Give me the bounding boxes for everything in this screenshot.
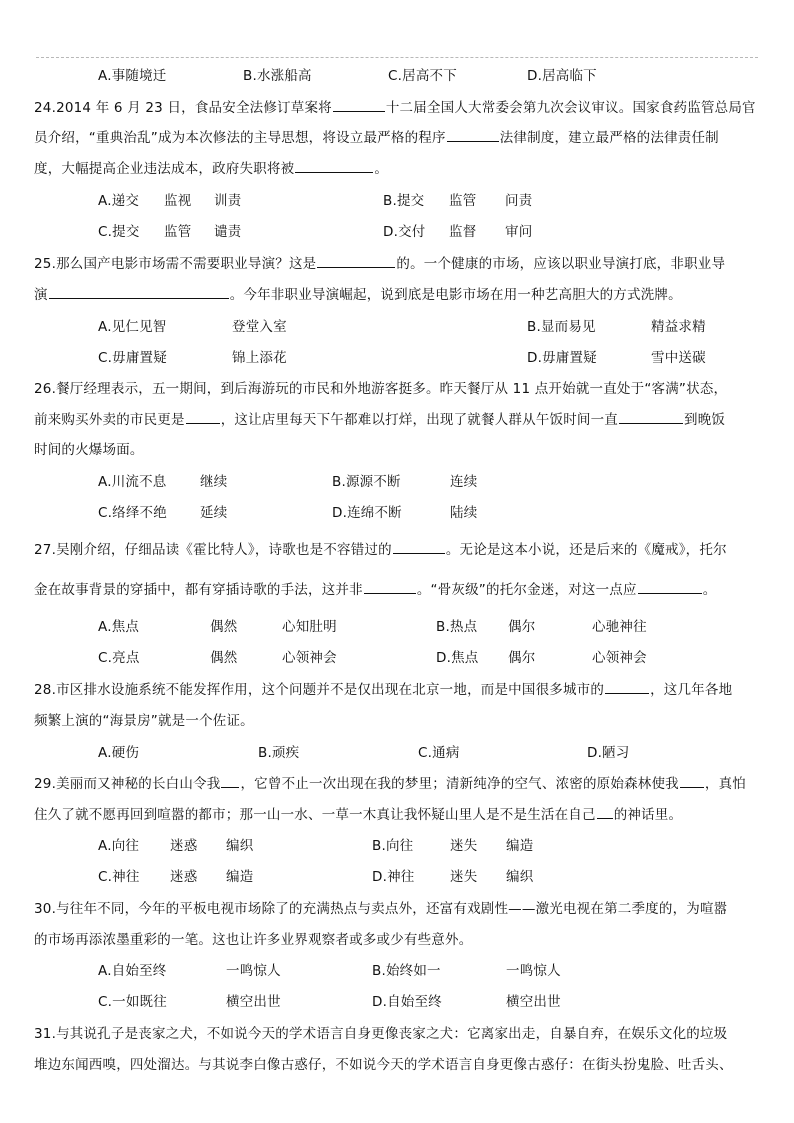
q29-blank-2 [680, 775, 704, 788]
q25-stem-line-2 [34, 283, 682, 303]
q27-option-b[interactable] [436, 615, 647, 635]
q24-b-word-1: B.提交 [383, 193, 425, 209]
q29-text: 住久了就不愿再回到喧嚣的都市；那一山一水、一草一木真让我怀疑山里人是不是生活在自己 [34, 807, 596, 823]
q29-blank-1 [221, 775, 239, 788]
q26-option-c[interactable] [98, 501, 227, 521]
q31-stem-line-1: 31.与其说孔子是丧家之犬，不如说今天的学术语言自身更像丧家之犬：它离家出走，自暴自弃，在娱乐文化的垃圾 [34, 1026, 728, 1042]
q26-b-word-2: 连续 [450, 474, 478, 490]
q27-a-word-1: A.焦点 [98, 619, 140, 635]
q26-a-word-1: A.川流不息 [98, 474, 167, 490]
q24-text: 法律制度，建立最严格的法律责任制 [499, 130, 719, 146]
q28-stem-line-2: 频繁上演的“海景房”就是一个佐证。 [34, 713, 254, 729]
q30-b-word-1: B.始终如一 [372, 963, 441, 979]
q30-stem-line-2: 的市场再添浓墨重彩的一笔。这也让许多业界观察者或多或少有些意外。 [34, 932, 473, 948]
q27-b-word-1: B.热点 [436, 619, 478, 635]
q29-d-word-3: 编织 [506, 869, 534, 885]
q29-option-b[interactable] [372, 834, 533, 854]
q30-a-word-1: A.自始至终 [98, 963, 167, 979]
q27-d-word-2: 偶尔 [508, 650, 536, 666]
q30-option-d[interactable] [372, 990, 561, 1010]
q28-option-d[interactable]: D.陋习 [587, 745, 630, 761]
q27-a-word-3: 心知肚明 [282, 619, 337, 635]
q26-option-d[interactable] [332, 501, 477, 521]
q27-text: 。 [702, 582, 717, 598]
q23-option-d[interactable]: D.居高临下 [527, 68, 597, 84]
q27-blank-3 [638, 581, 702, 594]
q24-text: 员介绍，“重典治乱”成为本次修法的主导思想，将设立最严格的程序 [34, 130, 446, 146]
q25-c-word-2: 锦上添花 [232, 350, 287, 366]
q29-c-word-2: 迷惑 [170, 869, 198, 885]
q27-b-word-3: 心驰神往 [592, 619, 647, 635]
q24-stem-line-1 [34, 96, 756, 116]
q24-a-word-3: 训责 [214, 193, 242, 209]
q27-blank-1 [393, 541, 445, 554]
q25-d-word-2: 雪中送碳 [651, 350, 706, 366]
q24-text: 。 [374, 161, 389, 177]
q26-text: ，这让店里每天下午都难以打烊，出现了就餐人群从午饭时间一直 [220, 412, 619, 428]
q24-d-word-1: D.交付 [383, 224, 426, 240]
q24-option-c[interactable] [98, 220, 241, 240]
q29-a-word-1: A.向往 [98, 838, 140, 854]
q25-b-word-2: 精益求精 [651, 319, 706, 335]
q25-text: 。今年非职业导演崛起，说到底是电影市场在用一种艺高胆大的方式洗牌。 [229, 287, 682, 303]
q24-c-word-2: 监管 [164, 224, 192, 240]
q23-option-c[interactable]: C.居高不下 [388, 68, 457, 84]
q27-text: 。无论是这本小说，还是后来的《魔戒》，托尔 [445, 542, 727, 558]
q27-blank-2 [364, 581, 416, 594]
q26-stem-line-1: 26.餐厅经理表示，五一期间，到后海游玩的市民和外地游客挺多。昨天餐厅从 11 点开始就一直处于“客满”状态， [34, 381, 728, 397]
q25-d-word-1: D.毋庸置疑 [527, 350, 597, 366]
q29-c-word-3: 编造 [226, 869, 254, 885]
q29-text: ，真怕 [704, 776, 746, 792]
q26-option-a[interactable] [98, 470, 227, 490]
q26-stem-line-2 [34, 408, 725, 428]
q24-blank-2 [447, 129, 499, 142]
q30-stem-line-1: 30.与往年不同，今年的平板电视市场除了的充满热点与卖点外，还富有戏剧性——激光电视在第二季度的，为喧嚣 [34, 901, 728, 917]
q29-a-word-2: 迷惑 [170, 838, 198, 854]
q26-blank-2 [619, 411, 683, 424]
q26-c-word-1: C.络绎不绝 [98, 505, 167, 521]
q29-d-word-2: 迷失 [450, 869, 478, 885]
q25-option-d[interactable] [527, 346, 706, 366]
q29-b-word-1: B.向往 [372, 838, 414, 854]
q29-text: 的神话里。 [613, 807, 683, 823]
q25-a-word-2: 登堂入室 [232, 319, 287, 335]
q27-stem-line-1 [34, 538, 727, 558]
q25-stem-line-1 [34, 252, 725, 272]
q24-text: 24.2014 年 6 月 23 日，食品安全法修订草案将 [34, 100, 332, 116]
q28-text: 28.市区排水设施系统不能发挥作用，这个问题并不是仅出现在北京一地，而是中国很多城市的 [34, 682, 605, 698]
q29-stem-line-1 [34, 772, 746, 792]
q27-c-word-2: 偶然 [210, 650, 238, 666]
q26-blank-1 [186, 411, 220, 424]
q27-stem-line-2 [34, 578, 716, 598]
q27-c-word-3: 心领神会 [282, 650, 337, 666]
page-divider [36, 57, 758, 58]
q26-text: 到晚饭 [684, 412, 726, 428]
q24-option-a[interactable] [98, 189, 241, 209]
q25-option-a[interactable] [98, 315, 287, 335]
q29-b-word-2: 迷失 [450, 838, 478, 854]
q29-b-word-3: 编造 [506, 838, 534, 854]
q25-blank-2 [49, 286, 229, 299]
q28-text: ，这几年各地 [650, 682, 733, 698]
q27-option-d[interactable] [436, 646, 647, 666]
q25-option-c[interactable] [98, 346, 287, 366]
q24-text: 十二届全国人大常委会第九次会议审议。国家食药监管总局官 [385, 100, 756, 116]
q24-text: 度，大幅提高企业违法成本，政府失职将被 [34, 161, 295, 177]
q27-text: 27.吴刚介绍，仔细品读《霍比特人》，诗歌也是不容错过的 [34, 542, 392, 558]
q26-a-word-2: 继续 [200, 474, 228, 490]
q24-option-d[interactable] [383, 220, 532, 240]
q24-option-b[interactable] [383, 189, 532, 209]
q29-text: 29.美丽而又神秘的长白山令我 [34, 776, 221, 792]
q24-d-word-2: 监督 [449, 224, 477, 240]
q26-d-word-1: D.连绵不断 [332, 505, 402, 521]
q27-option-c[interactable] [98, 646, 337, 666]
q27-d-word-1: D.焦点 [436, 650, 479, 666]
q30-option-c[interactable] [98, 990, 281, 1010]
q29-option-d[interactable] [372, 865, 533, 885]
q24-a-word-2: 监视 [164, 193, 192, 209]
q24-b-word-2: 监管 [449, 193, 477, 209]
q30-a-word-2: 一鸣惊人 [226, 963, 281, 979]
q24-blank-1 [333, 99, 385, 112]
q26-option-b[interactable] [332, 470, 477, 490]
q27-a-word-2: 偶然 [210, 619, 238, 635]
q30-option-a[interactable] [98, 959, 281, 979]
q25-a-word-1: A.见仁见智 [98, 319, 167, 335]
q24-stem-line-2 [34, 126, 719, 146]
q28-option-c[interactable]: C.通病 [418, 745, 460, 761]
q29-c-word-1: C.神往 [98, 869, 140, 885]
q27-text: 金在故事背景的穿插中，都有穿插诗歌的手法，这并非 [34, 582, 363, 598]
q25-option-b[interactable] [527, 315, 706, 335]
q24-d-word-3: 审问 [505, 224, 533, 240]
q24-c-word-3: 谴责 [214, 224, 242, 240]
q25-text: 25.那么国产电影市场需不需要职业导演？这是 [34, 256, 317, 272]
q27-c-word-1: C.亮点 [98, 650, 140, 666]
q23-option-a[interactable]: A.事随境迁 [98, 68, 167, 84]
q24-a-word-1: A.递交 [98, 193, 140, 209]
q30-c-word-1: C.一如既往 [98, 994, 167, 1010]
q26-b-word-1: B.源源不断 [332, 474, 401, 490]
q28-blank-1 [605, 681, 649, 694]
q28-option-b[interactable]: B.顽疾 [258, 745, 300, 761]
q26-c-word-2: 延续 [200, 505, 228, 521]
q29-option-a[interactable] [98, 834, 253, 854]
q25-c-word-1: C.毋庸置疑 [98, 350, 167, 366]
q26-stem-line-3: 时间的火爆场面。 [34, 442, 144, 458]
q30-option-b[interactable] [372, 959, 561, 979]
q24-blank-3 [295, 160, 373, 173]
q24-b-word-3: 问责 [505, 193, 533, 209]
q25-blank-1 [317, 255, 395, 268]
q27-b-word-2: 偶尔 [508, 619, 536, 635]
q26-text: 前来购买外卖的市民更是 [34, 412, 185, 428]
q25-text: 演 [34, 287, 48, 303]
q30-d-word-1: D.自始至终 [372, 994, 442, 1010]
q30-d-word-2: 横空出世 [506, 994, 561, 1010]
q27-option-a[interactable] [98, 615, 337, 635]
q27-d-word-3: 心领神会 [592, 650, 647, 666]
q29-stem-line-2 [34, 803, 682, 823]
q27-text: 。“骨灰级”的托尔金迷，对这一点应 [416, 582, 637, 598]
q26-d-word-2: 陆续 [450, 505, 478, 521]
q30-c-word-2: 横空出世 [226, 994, 281, 1010]
q29-text: ，它曾不止一次出现在我的梦里；清新纯净的空气、浓密的原始森林使我 [240, 776, 679, 792]
q29-option-c[interactable] [98, 865, 253, 885]
q28-option-a[interactable]: A.硬伤 [98, 745, 140, 761]
q31-stem-line-2: 堆边东闻西嗅，四处溜达。与其说李白像古惑仔，不如说今天的学术语言自身更像古惑仔：在街头扮鬼脸、吐舌头、 [34, 1057, 733, 1073]
q24-c-word-1: C.提交 [98, 224, 140, 240]
q29-blank-3 [597, 806, 613, 819]
q23-option-b[interactable]: B.水涨船高 [243, 68, 312, 84]
q25-b-word-1: B.显而易见 [527, 319, 596, 335]
q28-stem-line-1 [34, 678, 732, 698]
q24-stem-line-3 [34, 157, 388, 177]
q29-d-word-1: D.神往 [372, 869, 415, 885]
q30-b-word-2: 一鸣惊人 [506, 963, 561, 979]
q29-a-word-3: 编织 [226, 838, 254, 854]
q25-text: 的。一个健康的市场，应该以职业导演打底，非职业导 [396, 256, 726, 272]
